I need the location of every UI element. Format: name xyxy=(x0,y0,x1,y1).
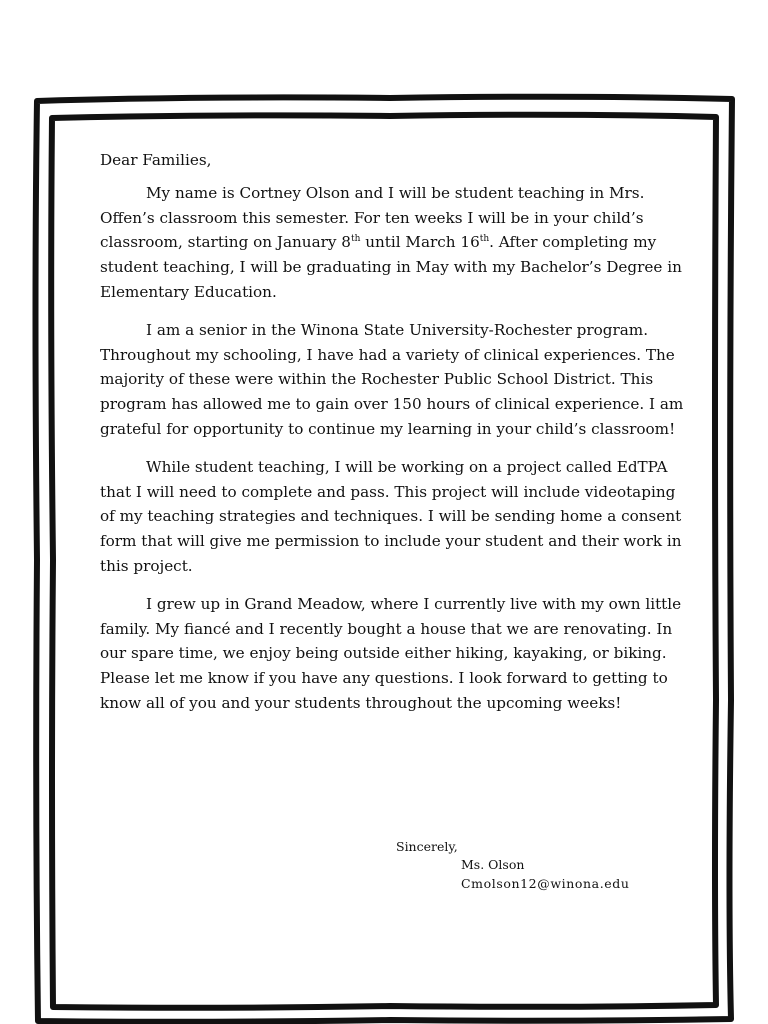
paragraph-intro-part-a: My name is Cortney Olson and I will be student teaching in Mrs. Offen’s classroom this semester. For ten weeks I will be in your child’s classroom, starting on January 8 xyxy=(100,183,645,252)
paragraph-background: I am a senior in the Winona State University-Rochester program. Throughout my schooling, I have had a variety of clinical experiences. The majority of these were within the Rochester Public School District. This program has allowed me to gain over 150 hours of clinical experience. I am grateful for opportunity to continue my learning in your child’s classroom! xyxy=(100,320,684,438)
signature-name: Ms. Olson xyxy=(461,857,525,873)
signature-block xyxy=(396,838,630,893)
paragraph-intro-part-c: . After completing my student teaching, I will be graduating in May with my Bachelor’s Degree in Elementary Education. xyxy=(100,233,682,301)
paragraph-intro-part-b: until March 16 xyxy=(360,233,480,252)
paragraph-personal: I grew up in Grand Meadow, where I currently live with my own little family. My fiancé and I recently bought a house that we are renovating. In our spare time, we enjoy being outside either hiking, kayaking, or biking. Please let me know if you have any questions. I look forward to getting to know all of you and your students throughout the upcoming weeks! xyxy=(100,594,682,712)
signature-email: Cmolson12@winona.edu xyxy=(461,875,630,891)
letter-body xyxy=(100,148,690,729)
signature-closing: Sincerely, xyxy=(396,839,458,854)
letter-greeting: Dear Families, xyxy=(100,151,212,169)
paragraph-edtpa: While student teaching, I will be working on a project called EdTPA that I will need to complete and pass. This project will include videotaping of my teaching strategies and techniques. I will be sending home a consent form that will give me permission to include your student and their work in this project. xyxy=(100,457,682,575)
ordinal-suffix-1: th xyxy=(350,234,361,245)
paragraph-intro xyxy=(100,181,690,305)
ordinal-suffix-2: th xyxy=(479,234,490,245)
